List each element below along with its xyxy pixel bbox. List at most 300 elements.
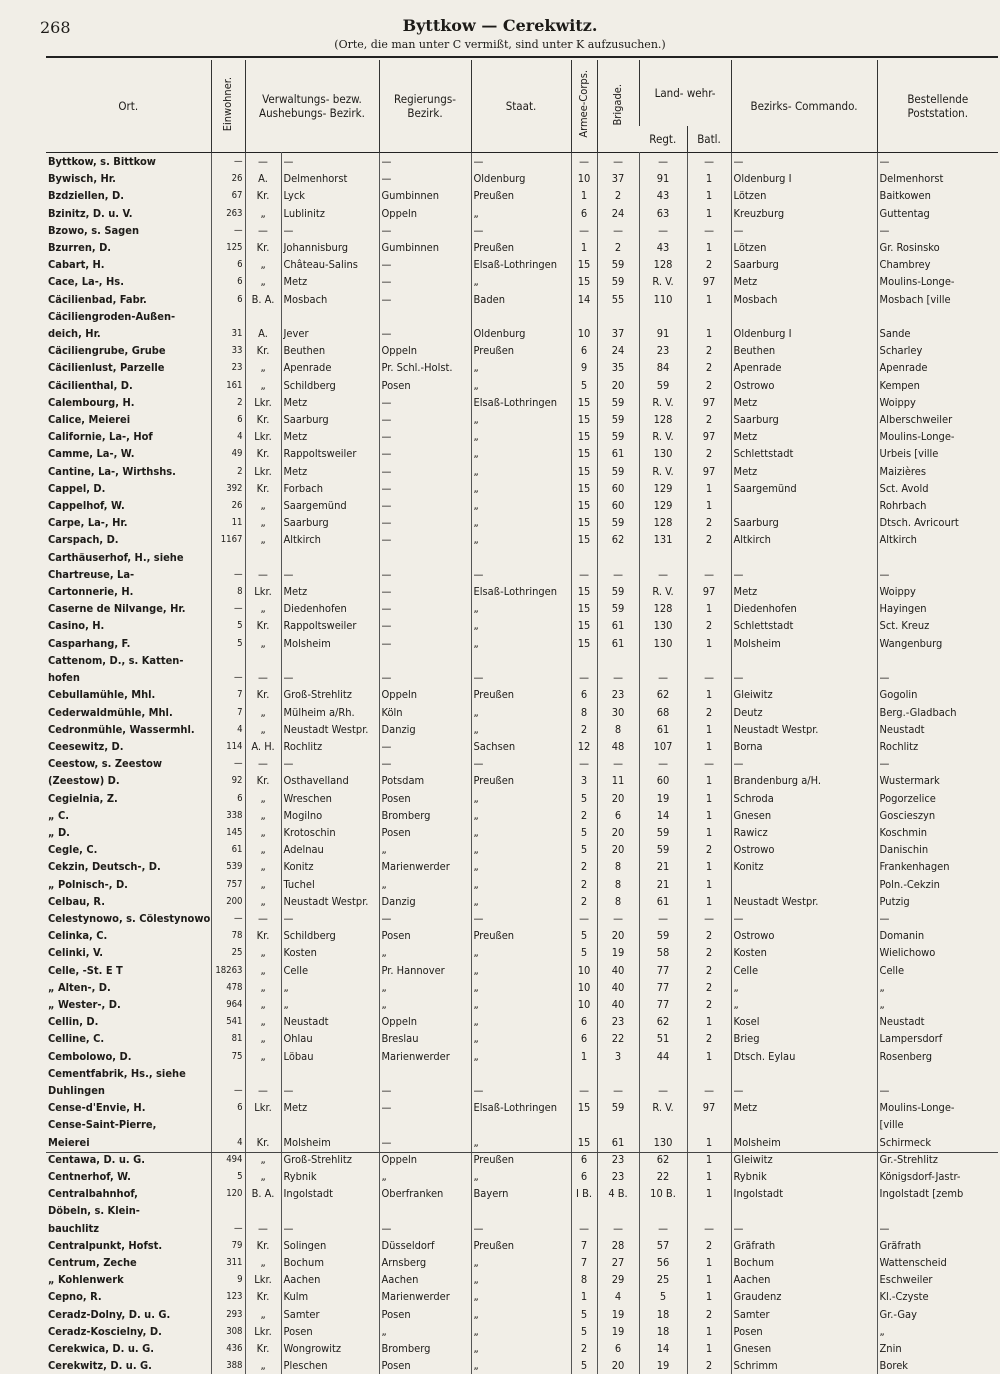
cell-vn: —	[281, 755, 379, 772]
cell-ew: 4	[211, 428, 245, 445]
table-row	[46, 273, 998, 290]
cell-st: „	[471, 824, 571, 841]
cell-vn: —	[281, 669, 379, 686]
cell-rb: Danzig	[379, 721, 471, 738]
cell-br: 59	[597, 428, 639, 445]
cell-vn: Löbau	[281, 1048, 379, 1065]
cell-ort: Celinki, V.	[46, 944, 211, 961]
cell-vn	[281, 549, 379, 566]
table-row	[46, 239, 998, 256]
cell-br: 23	[597, 1013, 639, 1030]
cell-ps: Rohrbach	[877, 497, 998, 514]
cell-ew: —	[211, 153, 245, 171]
cell-ac: 10	[571, 996, 597, 1013]
cell-ew: 263	[211, 205, 245, 222]
cell-ps: Ingolstadt [zemb	[877, 1185, 998, 1202]
cell-rb: Arnsberg	[379, 1254, 471, 1271]
cell-bt: 1	[687, 497, 731, 514]
table-row	[46, 428, 998, 445]
cell-rg: 84	[639, 359, 687, 376]
cell-vt: Kr.	[245, 342, 281, 359]
cell-ps	[877, 1065, 998, 1082]
cell-ort: Cense-d'Envie, H.	[46, 1099, 211, 1116]
cell-br: 61	[597, 617, 639, 634]
cell-bk: Metz	[731, 273, 877, 290]
cell-rb: —	[379, 1099, 471, 1116]
table-row	[46, 394, 998, 411]
cell-ew: —	[211, 910, 245, 927]
cell-bt: 1	[687, 239, 731, 256]
cell-ps: —	[877, 1220, 998, 1237]
cell-br	[597, 1202, 639, 1219]
cell-vn: Lublinitz	[281, 205, 379, 222]
cell-rg	[639, 1116, 687, 1133]
cell-bk: „	[731, 996, 877, 1013]
cell-br: 59	[597, 256, 639, 273]
cell-bt: 97	[687, 463, 731, 480]
cell-ort: Calice, Meierei	[46, 411, 211, 428]
cell-vn: Rybnik	[281, 1168, 379, 1185]
cell-st: Elsaß-Lothringen	[471, 394, 571, 411]
cell-vt: —	[245, 755, 281, 772]
cell-ac: 10	[571, 170, 597, 187]
cell-ew: 6	[211, 273, 245, 290]
cell-vt: —	[245, 222, 281, 239]
cell-bk: Metz	[731, 583, 877, 600]
cell-bk: Rawicz	[731, 824, 877, 841]
cell-ort: Centralpunkt, Hofst.	[46, 1237, 211, 1254]
cell-rg: 21	[639, 876, 687, 893]
cell-vt: B. A.	[245, 291, 281, 308]
cell-ort: Cattenom, D., s. Katten-	[46, 652, 211, 669]
cell-br: 23	[597, 686, 639, 703]
table-row	[46, 1306, 998, 1323]
table-row	[46, 1013, 998, 1030]
cell-vn: —	[281, 910, 379, 927]
cell-vt: Lkr.	[245, 463, 281, 480]
cell-vn: Saarburg	[281, 514, 379, 531]
cell-rg	[639, 652, 687, 669]
cell-vn: Groß-Strehlitz	[281, 1151, 379, 1168]
cell-bt: 1	[687, 790, 731, 807]
cell-rb: —	[379, 222, 471, 239]
cell-ew: —	[211, 1220, 245, 1237]
cell-rb: „	[379, 1323, 471, 1340]
cell-bk: Metz	[731, 1099, 877, 1116]
cell-ort: Döbeln, s. Klein-	[46, 1202, 211, 1219]
cell-ps: Gr.-Strehlitz	[877, 1151, 998, 1168]
cell-st: „	[471, 996, 571, 1013]
cell-rg: R. V.	[639, 463, 687, 480]
table-row	[46, 1099, 998, 1116]
cell-br: 61	[597, 445, 639, 462]
cell-br: 23	[597, 1151, 639, 1168]
cell-bk: Metz	[731, 428, 877, 445]
cell-ew: 67	[211, 187, 245, 204]
cell-bt: 1	[687, 480, 731, 497]
cell-bt: 1	[687, 876, 731, 893]
cell-bt: 1	[687, 1048, 731, 1065]
cell-vt	[245, 1065, 281, 1082]
table-row	[46, 205, 998, 222]
cell-ac: I B.	[571, 1185, 597, 1202]
cell-rb: Breslau	[379, 1030, 471, 1047]
cell-st: —	[471, 1220, 571, 1237]
cell-br: —	[597, 910, 639, 927]
cell-ac: 15	[571, 617, 597, 634]
cell-vt: „	[245, 273, 281, 290]
cell-st: „	[471, 531, 571, 548]
cell-rg: R. V.	[639, 583, 687, 600]
cell-vt: „	[245, 1357, 281, 1374]
cell-vt: „	[245, 979, 281, 996]
cell-br	[597, 1116, 639, 1133]
cell-vt: —	[245, 910, 281, 927]
cell-rb	[379, 1116, 471, 1133]
cell-rg	[639, 549, 687, 566]
cell-rb: —	[379, 256, 471, 273]
cell-rb: „	[379, 944, 471, 961]
cell-ac: 6	[571, 205, 597, 222]
cell-ac	[571, 308, 597, 325]
table-row	[46, 979, 998, 996]
cell-bk: Apenrade	[731, 359, 877, 376]
cell-ew: 26	[211, 170, 245, 187]
cell-rg: 59	[639, 927, 687, 944]
cell-bt: 97	[687, 273, 731, 290]
cell-st: „	[471, 1306, 571, 1323]
cell-ps: Hayingen	[877, 600, 998, 617]
page-number: 268	[40, 18, 71, 37]
cell-rb: Potsdam	[379, 772, 471, 789]
cell-bt: 2	[687, 996, 731, 1013]
cell-ac	[571, 1065, 597, 1082]
cell-st: „	[471, 1030, 571, 1047]
cell-st: Preußen	[471, 927, 571, 944]
table-row	[46, 256, 998, 273]
cell-vn: Schildberg	[281, 377, 379, 394]
cell-br: 20	[597, 824, 639, 841]
cell-rg: —	[639, 566, 687, 583]
cell-ac	[571, 652, 597, 669]
cell-ort: „ Kohlenwerk	[46, 1271, 211, 1288]
cell-bt: 2	[687, 841, 731, 858]
cell-ort: Centnerhof, W.	[46, 1168, 211, 1185]
table-row	[46, 858, 998, 875]
cell-bt: —	[687, 755, 731, 772]
table-row	[46, 669, 998, 686]
cell-br: 19	[597, 1306, 639, 1323]
cell-rb: —	[379, 583, 471, 600]
cell-ac: 15	[571, 480, 597, 497]
cell-ps: Mosbach [ville	[877, 291, 998, 308]
cell-bt: 1	[687, 170, 731, 187]
cell-ort: Californie, La-, Hof	[46, 428, 211, 445]
cell-st: „	[471, 514, 571, 531]
cell-st: „	[471, 1323, 571, 1340]
cell-rb: Bromberg	[379, 807, 471, 824]
cell-vt: „	[245, 944, 281, 961]
cell-vn: Neustadt Westpr.	[281, 721, 379, 738]
table-row	[46, 686, 998, 703]
cell-rg: 77	[639, 996, 687, 1013]
register-rows	[46, 153, 998, 1374]
cell-ew	[211, 652, 245, 669]
cell-bk: —	[731, 910, 877, 927]
cell-vt: „	[245, 721, 281, 738]
cell-bk: —	[731, 153, 877, 171]
cell-vt: Lkr.	[245, 1271, 281, 1288]
cell-rg: 130	[639, 617, 687, 634]
cell-br	[597, 652, 639, 669]
cell-bk: Schlettstadt	[731, 617, 877, 634]
cell-ort: Cace, La-, Hs.	[46, 273, 211, 290]
cell-rg: 129	[639, 480, 687, 497]
cell-ps: Scharley	[877, 342, 998, 359]
cell-st: —	[471, 222, 571, 239]
cell-rg: 131	[639, 531, 687, 548]
cell-vt: Lkr.	[245, 1323, 281, 1340]
cell-ew	[211, 1116, 245, 1133]
cell-vn: Metz	[281, 428, 379, 445]
cell-br: 20	[597, 790, 639, 807]
cell-br: 27	[597, 1254, 639, 1271]
cell-rg: 14	[639, 807, 687, 824]
cell-ac: 15	[571, 497, 597, 514]
cell-st: Preußen	[471, 239, 571, 256]
cell-vn: Neustadt	[281, 1013, 379, 1030]
cell-rg: 61	[639, 893, 687, 910]
cell-rb: —	[379, 394, 471, 411]
cell-vn: Jever	[281, 325, 379, 342]
cell-vt	[245, 549, 281, 566]
cell-vn: Apenrade	[281, 359, 379, 376]
cell-ort: „ Alten-, D.	[46, 979, 211, 996]
table-row	[46, 841, 998, 858]
place-register-table	[46, 60, 998, 1374]
cell-vt: „	[245, 1013, 281, 1030]
cell-bt: —	[687, 222, 731, 239]
table-row	[46, 1323, 998, 1340]
cell-bk: Gleiwitz	[731, 1151, 877, 1168]
cell-st: „	[471, 979, 571, 996]
cell-br	[597, 1065, 639, 1082]
cell-rb: Gumbinnen	[379, 239, 471, 256]
cell-vt: Kr.	[245, 445, 281, 462]
cell-bt: 1	[687, 686, 731, 703]
col-header-ort: Ort.	[46, 60, 211, 153]
cell-vt: —	[245, 566, 281, 583]
cell-ew: 338	[211, 807, 245, 824]
cell-vn: Ohlau	[281, 1030, 379, 1047]
cell-vt	[245, 652, 281, 669]
cell-bk	[731, 652, 877, 669]
cell-ort: Calembourg, H.	[46, 394, 211, 411]
cell-bk: Molsheim	[731, 1134, 877, 1151]
cell-bt: 2	[687, 514, 731, 531]
cell-ort: Bzdziellen, D.	[46, 187, 211, 204]
table-row	[46, 1288, 998, 1305]
cell-bt: 1	[687, 738, 731, 755]
cell-ps: Wielichowo	[877, 944, 998, 961]
cell-bt: 2	[687, 256, 731, 273]
cell-st: „	[471, 841, 571, 858]
cell-vt: Kr.	[245, 1237, 281, 1254]
cell-ort: Bzinitz, D. u. V.	[46, 205, 211, 222]
cell-bt: 2	[687, 927, 731, 944]
cell-rg: 22	[639, 1168, 687, 1185]
table-row	[46, 1065, 998, 1082]
cell-st: Elsaß-Lothringen	[471, 583, 571, 600]
col-header-armee: Armee-Corps.	[571, 60, 597, 153]
cell-rg: 51	[639, 1030, 687, 1047]
table-row	[46, 1168, 998, 1185]
cell-rg: 68	[639, 704, 687, 721]
cell-vn: Diedenhofen	[281, 600, 379, 617]
cell-ac: 2	[571, 876, 597, 893]
cell-ac: —	[571, 566, 597, 583]
cell-ort: Carthäuserhof, H., siehe	[46, 549, 211, 566]
cell-ort: Cäcilienbad, Fabr.	[46, 291, 211, 308]
cell-bt	[687, 1065, 731, 1082]
cell-br: 40	[597, 979, 639, 996]
cell-bt: 1	[687, 205, 731, 222]
cell-rg: 61	[639, 721, 687, 738]
cell-ps: Moulins-Longe-	[877, 273, 998, 290]
cell-st: „	[471, 704, 571, 721]
cell-rg: 59	[639, 841, 687, 858]
cell-st: „	[471, 1048, 571, 1065]
cell-vt: „	[245, 635, 281, 652]
cell-bk: Diedenhofen	[731, 600, 877, 617]
page-title: Byttkow — Cerekwitz.	[0, 16, 1000, 35]
cell-bt: 1	[687, 1013, 731, 1030]
cell-ps: Borek	[877, 1357, 998, 1374]
cell-rg: 62	[639, 686, 687, 703]
cell-rg: 129	[639, 497, 687, 514]
cell-ps: Moulins-Longe-	[877, 1099, 998, 1116]
cell-st: „	[471, 428, 571, 445]
table-row	[46, 359, 998, 376]
cell-ew: 5	[211, 635, 245, 652]
cell-ps: —	[877, 153, 998, 171]
cell-bt: 1	[687, 1168, 731, 1185]
cell-vn: Mülheim a/Rh.	[281, 704, 379, 721]
cell-ac: 7	[571, 1237, 597, 1254]
cell-ew: 145	[211, 824, 245, 841]
cell-br: 59	[597, 1099, 639, 1116]
cell-ac: 15	[571, 583, 597, 600]
cell-vt: A.	[245, 170, 281, 187]
cell-bk: —	[731, 755, 877, 772]
cell-rb: Marienwerder	[379, 858, 471, 875]
cell-ew: 5	[211, 617, 245, 634]
cell-bk: Altkirch	[731, 531, 877, 548]
cell-br: 59	[597, 514, 639, 531]
cell-bt: 2	[687, 342, 731, 359]
cell-st: „	[471, 1357, 571, 1374]
cell-bk	[731, 308, 877, 325]
cell-ort: Ceestow, s. Zeestow	[46, 755, 211, 772]
cell-br: 40	[597, 962, 639, 979]
cell-ps: Urbeis [ville	[877, 445, 998, 462]
cell-rg: 56	[639, 1254, 687, 1271]
cell-ac: 15	[571, 635, 597, 652]
cell-vn: Metz	[281, 1099, 379, 1116]
cell-ps: Sande	[877, 325, 998, 342]
cell-ac: 5	[571, 841, 597, 858]
cell-vt: —	[245, 1082, 281, 1099]
cell-ac: 15	[571, 428, 597, 445]
cell-rg: 18	[639, 1323, 687, 1340]
cell-ort: Meierei	[46, 1134, 211, 1151]
cell-rb: „	[379, 1168, 471, 1185]
cell-br: 24	[597, 205, 639, 222]
cell-st: Sachsen	[471, 738, 571, 755]
cell-bt: 1	[687, 1288, 731, 1305]
cell-ps: Guttentag	[877, 205, 998, 222]
cell-bk: Neustadt Westpr.	[731, 721, 877, 738]
cell-bk: Lötzen	[731, 187, 877, 204]
cell-rb: —	[379, 669, 471, 686]
cell-ew: 120	[211, 1185, 245, 1202]
cell-ps: —	[877, 755, 998, 772]
cell-bk: „	[731, 979, 877, 996]
cell-ort: Ceesewitz, D.	[46, 738, 211, 755]
cell-rb: —	[379, 617, 471, 634]
cell-rb: —	[379, 1220, 471, 1237]
cell-bt: 2	[687, 1030, 731, 1047]
table-row	[46, 1202, 998, 1219]
cell-rg: —	[639, 1220, 687, 1237]
cell-vn: —	[281, 566, 379, 583]
cell-vn: Kulm	[281, 1288, 379, 1305]
cell-ort: Carpe, La-, Hr.	[46, 514, 211, 531]
cell-rb: —	[379, 463, 471, 480]
cell-ew: 23	[211, 359, 245, 376]
cell-br: 20	[597, 1357, 639, 1374]
cell-br: 24	[597, 342, 639, 359]
cell-rg: 128	[639, 514, 687, 531]
table-row	[46, 704, 998, 721]
cell-st: Preußen	[471, 1151, 571, 1168]
cell-ew: 61	[211, 841, 245, 858]
cell-ac: 8	[571, 704, 597, 721]
cell-ew: 494	[211, 1151, 245, 1168]
cell-rg: 60	[639, 772, 687, 789]
cell-ew: 26	[211, 497, 245, 514]
cell-br: 19	[597, 1323, 639, 1340]
cell-vt: Lkr.	[245, 583, 281, 600]
cell-ac: 2	[571, 807, 597, 824]
cell-vn: Kosten	[281, 944, 379, 961]
table-row	[46, 1254, 998, 1271]
cell-bk	[731, 876, 877, 893]
cell-ort: Centawa, D. u. G.	[46, 1151, 211, 1168]
cell-br: —	[597, 669, 639, 686]
cell-rg: 44	[639, 1048, 687, 1065]
cell-vn: Mogilno	[281, 807, 379, 824]
cell-ac: 14	[571, 291, 597, 308]
cell-rb: „	[379, 841, 471, 858]
cell-st: Preußen	[471, 772, 571, 789]
cell-rb: Posen	[379, 824, 471, 841]
cell-ort: „ Wester-, D.	[46, 996, 211, 1013]
cell-st: „	[471, 1013, 571, 1030]
cell-st: „	[471, 876, 571, 893]
cell-bt: 1	[687, 824, 731, 841]
cell-ew: 200	[211, 893, 245, 910]
